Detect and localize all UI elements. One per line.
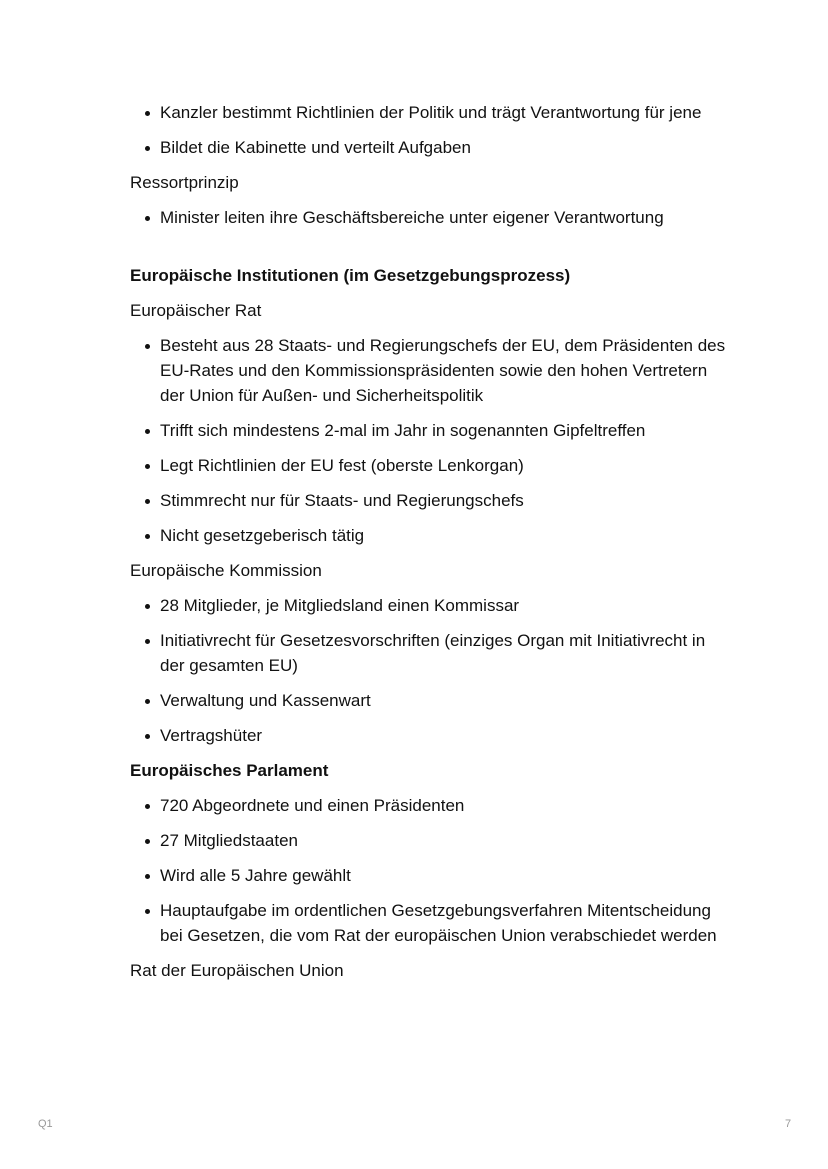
list-item: Stimmrecht nur für Staats- und Regierungschefs <box>130 488 730 513</box>
list-item: Wird alle 5 Jahre gewählt <box>130 863 730 888</box>
paragraph: Rat der Europäischen Union <box>130 961 344 980</box>
page-number: 7 <box>785 1118 792 1130</box>
list-item: 720 Abgeordnete und einen Präsidenten <box>130 793 730 818</box>
list-item: Verwaltung und Kassenwart <box>130 688 730 713</box>
subheading: Europäisches Parlament <box>130 761 329 780</box>
paragraph: Europäischer Rat <box>130 301 262 320</box>
list-item: Bildet die Kabinette und verteilt Aufgaben <box>130 135 730 160</box>
section-heading: Europäische Institutionen (im Gesetzgebungsprozess) <box>130 266 571 285</box>
list-item: Vertragshüter <box>130 723 730 748</box>
list-item: Initiativrecht für Gesetzesvorschriften (einziges Organ mit Initiativrecht in der gesamten EU) <box>130 628 730 678</box>
list-item: Kanzler bestimmt Richtlinien der Politik und trägt Verantwortung für jene <box>130 100 730 125</box>
paragraph: Ressortprinzip <box>130 173 239 192</box>
list-item: Trifft sich mindestens 2-mal im Jahr in sogenannten Gipfeltreffen <box>130 418 730 443</box>
list-item: Minister leiten ihre Geschäftsbereiche unter eigener Verantwortung <box>130 205 730 230</box>
list-item: Besteht aus 28 Staats- und Regierungschefs der EU, dem Präsidenten des EU-Rates und den Kommissionspräsidenten sowie den hohen Vertretern der Union für Außen- und Sicherheitspolitik <box>130 333 730 408</box>
document-body <box>130 100 730 993</box>
list-item: 27 Mitgliedstaaten <box>130 828 730 853</box>
list-item: Nicht gesetzgeberisch tätig <box>130 523 730 548</box>
list-item: Hauptaufgabe im ordentlichen Gesetzgebungsverfahren Mitentscheidung bei Gesetzen, die vom Rat der europäischen Union verabschiedet werden <box>130 898 730 948</box>
paragraph: Europäische Kommission <box>130 561 322 580</box>
list-item: Legt Richtlinien der EU fest (oberste Lenkorgan) <box>130 453 730 478</box>
list-item: 28 Mitglieder, je Mitgliedsland einen Kommissar <box>130 593 730 618</box>
footer-label: Q1 <box>38 1118 53 1130</box>
